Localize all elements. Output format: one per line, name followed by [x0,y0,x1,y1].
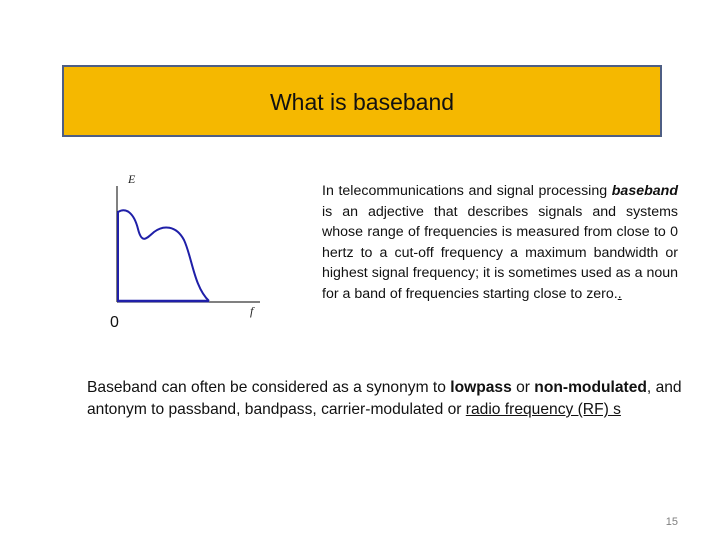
para-end-link[interactable]: . [617,285,622,302]
body-text-3: , and antonym to passband, bandpass, carrier-modulated or [87,379,682,418]
term-lowpass: lowpass [450,379,512,396]
title-box [62,65,662,137]
origin-label: 0 [110,314,119,331]
para-text-1: In telecommunications and signal processing [322,183,612,199]
spectrum-figure [100,165,300,335]
para-text-2: is an adjective that describes signals and systems whose range of frequencies is measured from close to 0 hertz to a cut-off frequency a maximum bandwidth or highest signal frequency; it is sometimes used as a noun for a band of frequencies starting close to zero. [322,203,678,302]
spectrum-curve [118,210,209,302]
definition-paragraph [322,181,678,304]
term-non-modulated: non-modulated [534,379,647,396]
axis-label-e: E [128,172,136,186]
body-text-1: Baseband can often be considered as a synonym to [87,379,451,396]
page-number: 15 [665,516,678,528]
body-text-2: or [511,379,535,396]
term-baseband: baseband [611,183,678,199]
axis-label-f: f [250,304,254,318]
slide-title: What is baseband [269,89,455,115]
radio-frequency-link[interactable]: radio frequency (RF) s [465,401,621,418]
spectrum-graph [100,165,300,335]
synonym-paragraph [87,377,687,421]
